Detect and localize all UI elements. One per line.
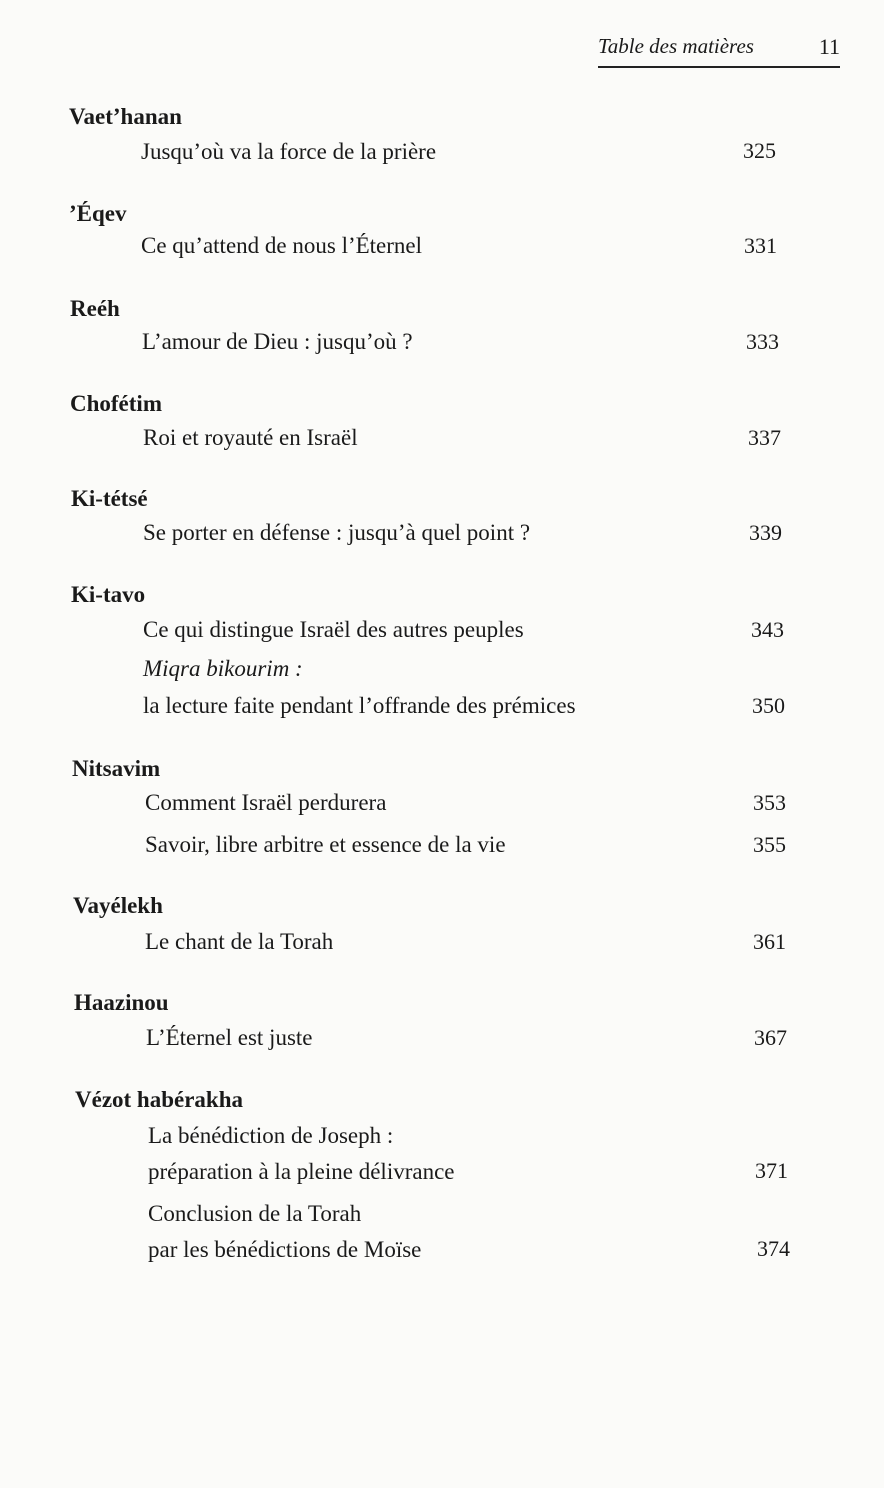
section-title: Ki-tavo: [71, 582, 146, 607]
entry-page: 353: [753, 790, 786, 815]
entry-title: Conclusion de la Torah: [148, 1201, 362, 1226]
page-number: 11: [818, 34, 840, 59]
entry-page: 361: [753, 929, 786, 954]
entry-title-continued: la lecture faite pendant l’offrande des prémices: [143, 693, 576, 718]
entry-page: 339: [749, 520, 782, 545]
entry-title: Se porter en défense : jusqu’à quel point ?: [143, 520, 531, 545]
section-title: Ki-tétsé: [71, 486, 148, 511]
entry-page: 350: [752, 693, 785, 718]
entry-title: L’amour de Dieu : jusqu’où ?: [142, 329, 413, 354]
section-title: ’Éqev: [69, 201, 127, 226]
entry-page: 343: [751, 617, 784, 642]
entry-page: 337: [748, 425, 781, 450]
section-title: Reéh: [70, 296, 120, 321]
section-title: Vézot habérakha: [75, 1087, 244, 1112]
entry-title: Ce qu’attend de nous l’Éternel: [141, 233, 423, 258]
section-title: Vaet’hanan: [69, 104, 182, 129]
entry-page: 325: [743, 138, 776, 163]
section-title: Nitsavim: [72, 756, 161, 781]
entry-title: Jusqu’où va la force de la prière: [141, 139, 437, 164]
entry-title: Roi et royauté en Israël: [143, 425, 358, 450]
entry-page: 333: [746, 329, 779, 354]
entry-page: 331: [744, 233, 777, 258]
entry-title-continued: préparation à la pleine délivrance: [148, 1159, 455, 1184]
entry-page: 355: [753, 832, 786, 857]
entry-title: Savoir, libre arbitre et essence de la vie: [145, 832, 506, 857]
entry-title: Comment Israël perdurera: [145, 790, 387, 815]
entry-title: Miqra bikourim :: [143, 656, 303, 681]
entry-title-continued: par les bénédictions de Moïse: [148, 1237, 422, 1262]
entry-page: 367: [754, 1025, 787, 1050]
entry-title: L’Éternel est juste: [146, 1025, 313, 1050]
section-title: Haazinou: [74, 990, 169, 1015]
entry-page: 371: [755, 1158, 788, 1183]
running-title: Table des matières: [598, 34, 754, 58]
section-title: Vayélekh: [73, 893, 163, 918]
entry-title: La bénédiction de Joseph :: [148, 1123, 394, 1148]
entry-title: Ce qui distingue Israël des autres peuples: [143, 617, 524, 642]
running-head: [598, 30, 840, 68]
entry-title: Le chant de la Torah: [145, 929, 334, 954]
entry-page: 374: [757, 1236, 790, 1261]
section-title: Chofétim: [70, 391, 162, 416]
